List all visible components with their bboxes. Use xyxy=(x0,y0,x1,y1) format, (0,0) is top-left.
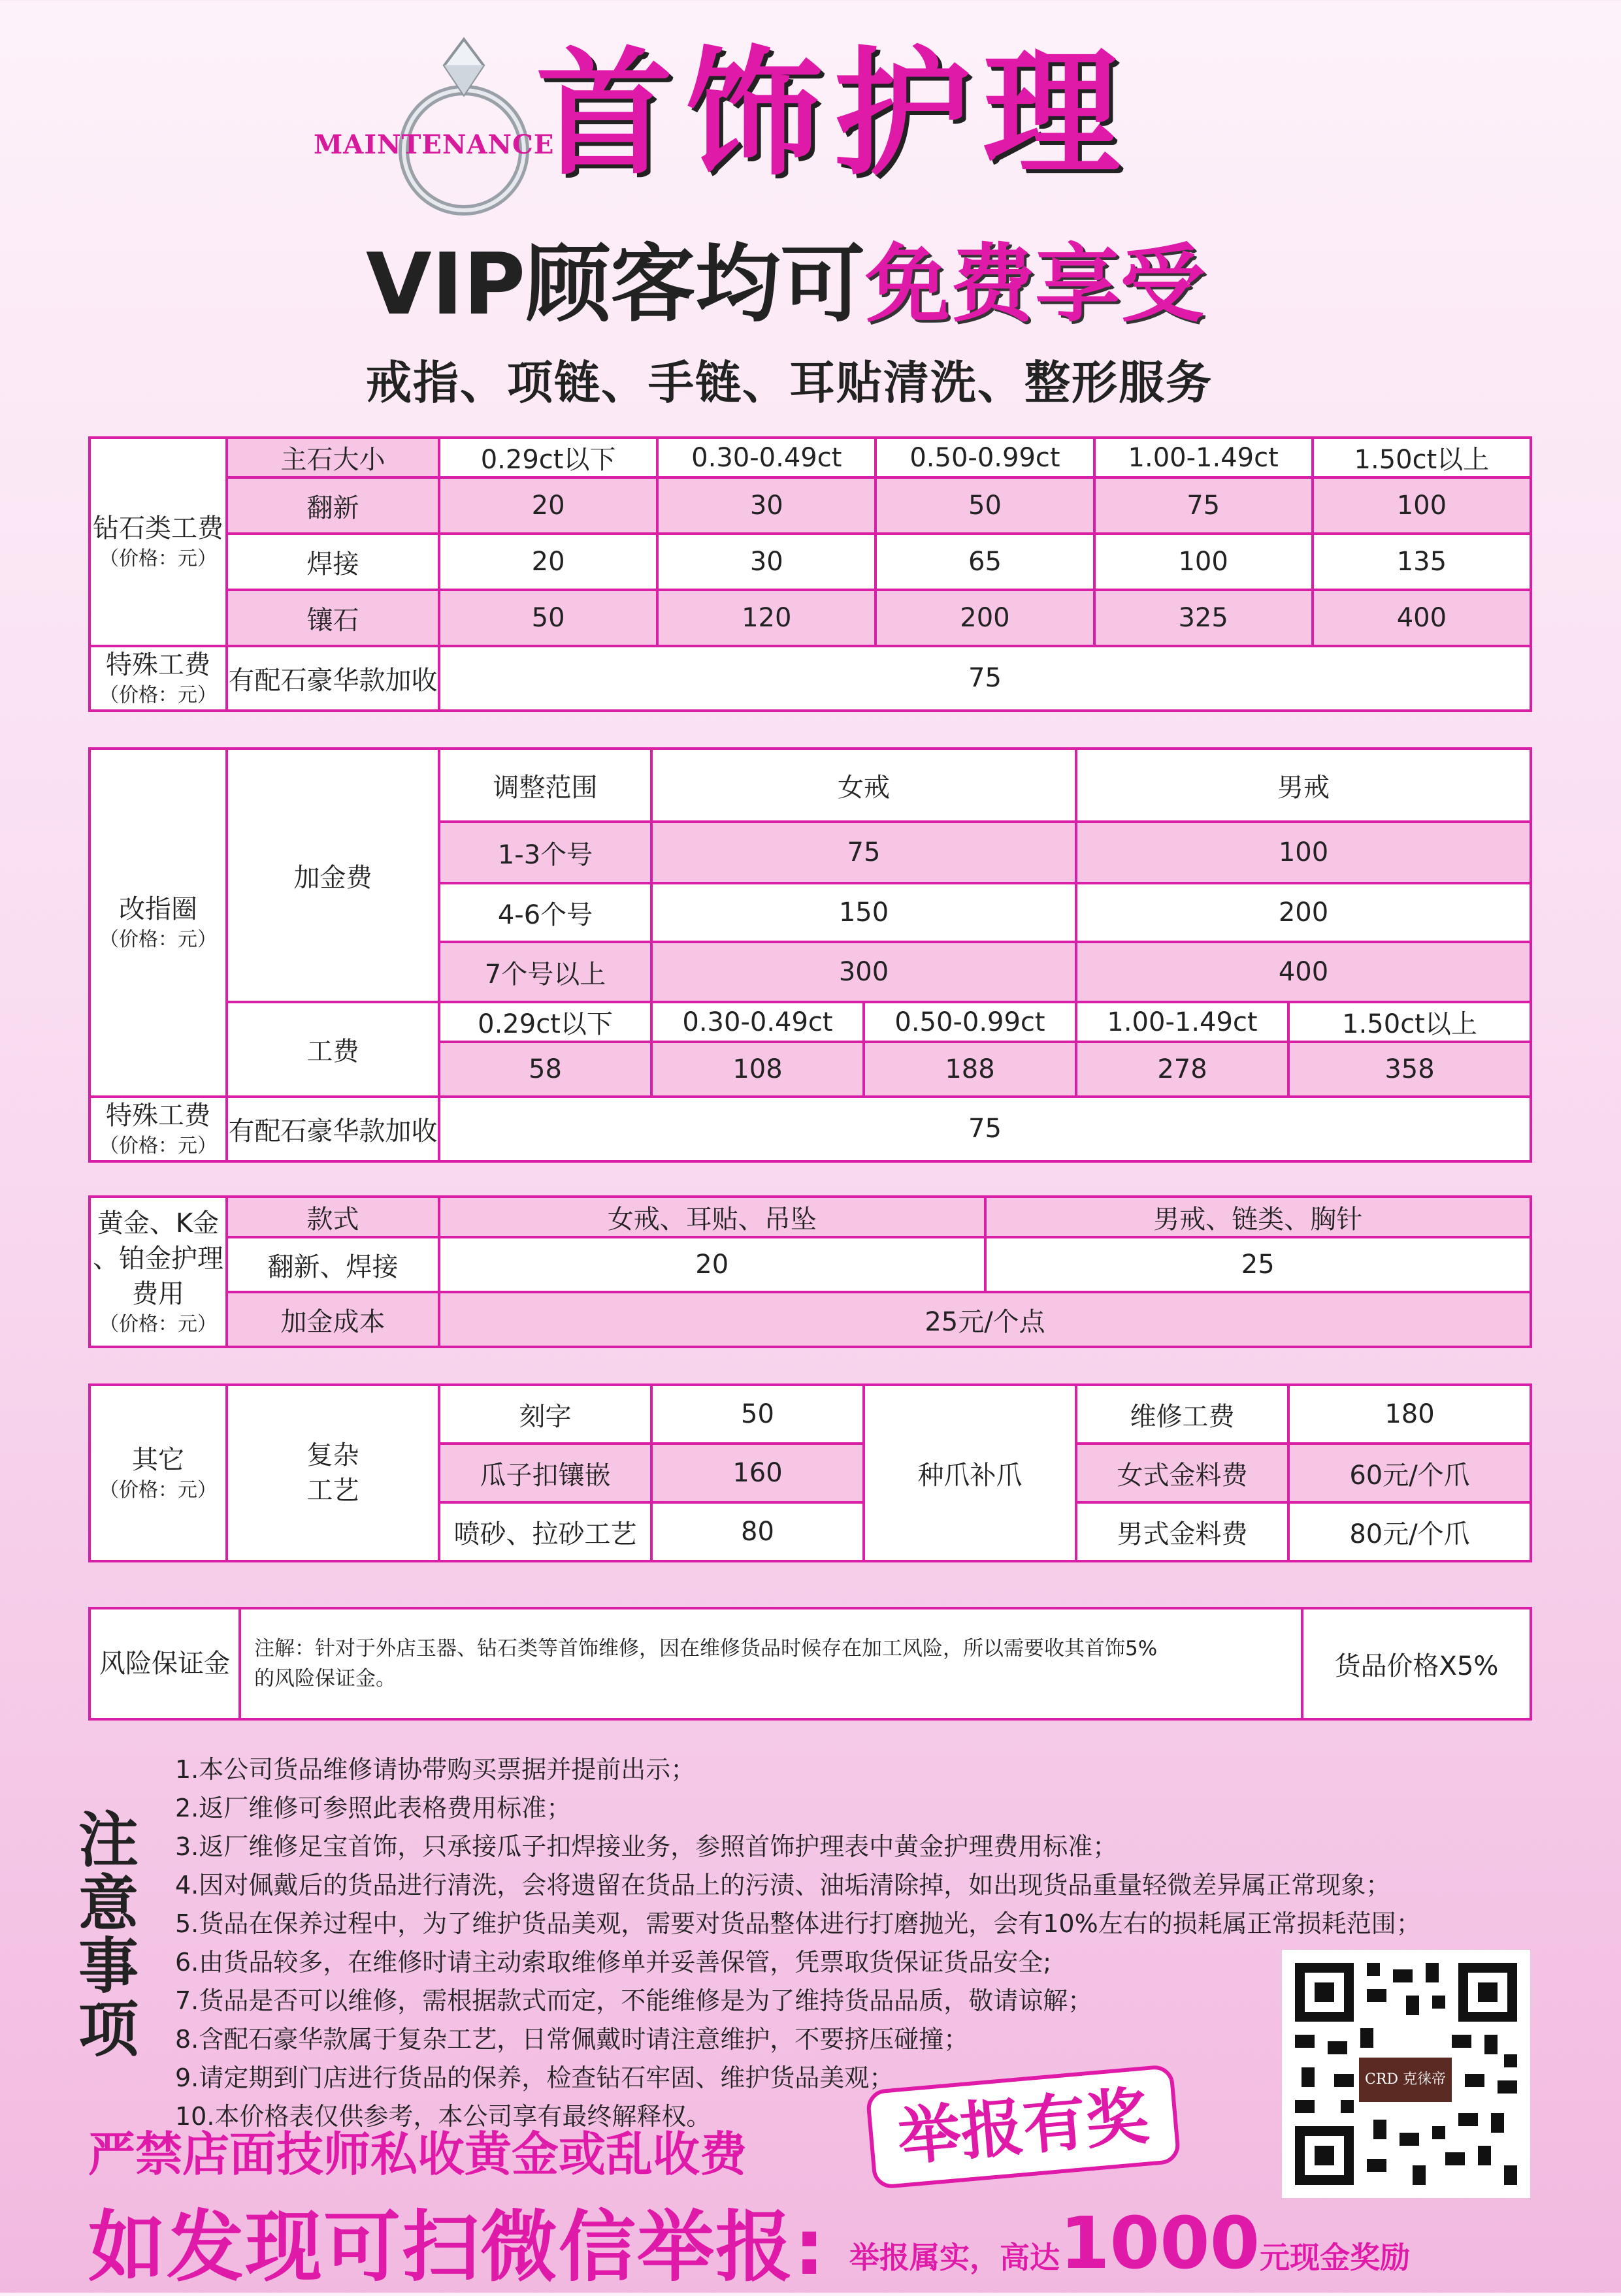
price-cell: 358 xyxy=(1288,1042,1531,1097)
report-banner: 如发现可扫微信举报: xyxy=(88,2202,827,2292)
row-label: 翻新 xyxy=(227,477,439,534)
item-name: 喷砂、拉砂工艺 xyxy=(439,1502,651,1561)
price-cell: 58 xyxy=(439,1042,651,1097)
reward-badge: 举报有奖 xyxy=(865,2064,1181,2190)
diamond-fee-panel xyxy=(88,436,1532,712)
subtitle xyxy=(366,234,1205,334)
list-item: 4.因对佩戴后的货品进行清洗，会将遗留在货品上的污渍、油垢清除掉，如出现货品重量轻微差异属正常现象； xyxy=(175,1871,1391,1900)
price-cell: 25 xyxy=(985,1237,1531,1292)
list-item: 2.返厂维修可参照此表格费用标准； xyxy=(175,1794,572,1822)
price-cell: 325 xyxy=(1094,590,1313,646)
list-item: 6.由货品较多，在维修时请主动索取维修单并妥善保管，凭票取货保证货品安全; xyxy=(175,1948,1052,1977)
labor-label: 工费 xyxy=(227,1002,439,1097)
row-label: 焊接 xyxy=(227,534,439,590)
notes-heading: 注 意 事 项 xyxy=(78,1805,139,2065)
special-value: 75 xyxy=(439,1097,1531,1161)
price-cell: 30 xyxy=(657,477,876,534)
special-name: 有配石豪华款加收 xyxy=(227,646,439,711)
list-item: 3.返厂维修足宝首饰，只承接瓜子扣焊接业务，参照首饰护理表中黄金护理费用标准； xyxy=(175,1832,1118,1861)
price-cell: 400 xyxy=(1076,942,1531,1002)
subtitle-highlight: 免费享受 xyxy=(865,234,1205,334)
cost-value: 25元/个点 xyxy=(439,1292,1531,1347)
list-item: 5.货品在保养过程中，为了维护货品美观，需要对货品整体进行打磨抛光，会有10%左右的损耗属正常损耗范围； xyxy=(175,1909,1421,1938)
gold-care-panel xyxy=(88,1195,1532,1348)
renew-label: 翻新、焊接 xyxy=(227,1237,439,1292)
other-fee-table xyxy=(88,1383,1532,1562)
price-cell: 100 xyxy=(1313,477,1531,534)
page-title: 首饰护理 xyxy=(536,34,1132,194)
price-cell: 20 xyxy=(439,1237,985,1292)
gold-care-table xyxy=(88,1195,1532,1348)
size-cell: 0.29ct以下 xyxy=(439,1002,651,1042)
risk-deposit-panel xyxy=(88,1607,1532,1721)
item-name: 刻字 xyxy=(439,1385,651,1444)
price-cell: 135 xyxy=(1313,534,1531,590)
notes-list xyxy=(175,1751,1421,2136)
gold-add-label: 加金费 xyxy=(227,749,439,1002)
price-cell: 65 xyxy=(876,534,1094,590)
size-cell: 1.00-1.49ct xyxy=(1076,1002,1288,1042)
price-cell: 20 xyxy=(439,477,657,534)
size-cell: 0.29ct以下 xyxy=(439,438,657,477)
brand-logo: CRD 克徕帝 xyxy=(1359,2058,1452,2102)
item-name: 女式金料费 xyxy=(1076,1444,1288,1502)
subtitle-main: VIP顾客均可 xyxy=(366,234,866,334)
style-a: 女戒、耳贴、吊坠 xyxy=(439,1197,985,1237)
warning-banner: 严禁店面技师私收黄金或乱收费 xyxy=(88,2127,747,2182)
price-cell: 108 xyxy=(651,1042,864,1097)
item-price: 180 xyxy=(1288,1385,1531,1444)
list-item: 8.含配石豪华款属于复杂工艺，日常佩戴时请注意维护，不要挤压碰撞； xyxy=(175,2025,969,2054)
style-b: 男戒、链类、胸针 xyxy=(985,1197,1531,1237)
other-fee-panel xyxy=(88,1383,1532,1562)
resize-label: 改指圈 （价格：元） xyxy=(90,749,227,1097)
price-cell: 278 xyxy=(1076,1042,1288,1097)
price-cell: 100 xyxy=(1076,822,1531,883)
size-cell: 0.50-0.99ct xyxy=(876,438,1094,477)
item-price: 80 xyxy=(651,1502,864,1561)
item-name: 维修工费 xyxy=(1076,1385,1288,1444)
logo-text: MAINTENANCE xyxy=(314,129,555,160)
risk-deposit-table xyxy=(88,1607,1532,1721)
size-cell: 1.50ct以上 xyxy=(1288,1002,1531,1042)
risk-note: 注解：针对于外店玉器、钻石类等首饰维修，因在维修货品时候存在加工风险，所以需要收其首饰5% 的风险保证金。 xyxy=(240,1608,1302,1719)
row-label: 镶石 xyxy=(227,590,439,646)
size-cell: 1.50ct以上 xyxy=(1313,438,1531,477)
size-cell: 1.00-1.49ct xyxy=(1094,438,1313,477)
special-name: 有配石豪华款加收 xyxy=(227,1097,439,1161)
list-item: 9.请定期到门店进行货品的保养，检查钻石牢固、维护货品美观； xyxy=(175,2063,894,2092)
female-header: 女戒 xyxy=(651,749,1076,822)
range-cell: 7个号以上 xyxy=(439,942,651,1002)
price-cell: 400 xyxy=(1313,590,1531,646)
price-cell: 75 xyxy=(1094,477,1313,534)
claw-label: 种爪补爪 xyxy=(864,1385,1076,1561)
list-item: 10.本价格表仅供参考，本公司享有最终解释权。 xyxy=(175,2102,712,2131)
price-cell: 100 xyxy=(1094,534,1313,590)
risk-value: 货品价格X5% xyxy=(1302,1608,1531,1719)
range-header: 调整范围 xyxy=(439,749,651,822)
header-cell: 主石大小 xyxy=(227,438,439,477)
item-name: 男式金料费 xyxy=(1076,1502,1288,1561)
list-item: 7.货品是否可以维修，需根据款式而定，不能维修是为了维持货品品质，敬请谅解； xyxy=(175,1986,1093,2015)
list-item: 1.本公司货品维修请协带购买票据并提前出示； xyxy=(175,1755,696,1784)
special-fee-label: 特殊工费 （价格：元） xyxy=(90,646,227,711)
item-price: 80元/个爪 xyxy=(1288,1502,1531,1561)
price-cell: 200 xyxy=(1076,883,1531,942)
range-cell: 1-3个号 xyxy=(439,822,651,883)
price-cell: 120 xyxy=(657,590,876,646)
reward-amount: 1000 xyxy=(1060,2201,1260,2285)
male-header: 男戒 xyxy=(1076,749,1531,822)
special-fee-label: 特殊工费 （价格：元） xyxy=(90,1097,227,1161)
size-cell: 0.30-0.49ct xyxy=(651,1002,864,1042)
size-cell: 0.30-0.49ct xyxy=(657,438,876,477)
special-value: 75 xyxy=(439,646,1531,711)
range-cell: 4-6个号 xyxy=(439,883,651,942)
other-label: 其它 （价格：元） xyxy=(90,1385,227,1561)
price-cell: 188 xyxy=(864,1042,1076,1097)
diamond-fee-table xyxy=(88,436,1532,712)
gold-label: 黄金、K金 、铂金护理 费用 （价格：元） xyxy=(90,1197,227,1347)
style-label: 款式 xyxy=(227,1197,439,1237)
price-cell: 200 xyxy=(876,590,1094,646)
reward-line xyxy=(849,2201,1410,2285)
cost-label: 加金成本 xyxy=(227,1292,439,1347)
risk-label: 风险保证金 xyxy=(90,1608,240,1719)
ring-icon xyxy=(392,26,536,222)
reward-prefix: 举报属实，高达 xyxy=(849,2240,1060,2275)
price-cell: 50 xyxy=(439,590,657,646)
item-price: 50 xyxy=(651,1385,864,1444)
reward-suffix: 元现金奖励 xyxy=(1260,2240,1411,2275)
price-cell: 50 xyxy=(876,477,1094,534)
item-price: 60元/个爪 xyxy=(1288,1444,1531,1502)
size-cell: 0.50-0.99ct xyxy=(864,1002,1076,1042)
item-price: 160 xyxy=(651,1444,864,1502)
complex-craft-label: 复杂 工艺 xyxy=(227,1385,439,1561)
price-cell: 20 xyxy=(439,534,657,590)
price-cell: 150 xyxy=(651,883,1076,942)
diamond-label: 钻石类工费 （价格：元） xyxy=(90,438,227,646)
resize-table xyxy=(88,747,1532,1163)
resize-panel xyxy=(88,747,1532,1163)
price-cell: 300 xyxy=(651,942,1076,1002)
price-cell: 30 xyxy=(657,534,876,590)
services-line: 戒指、项链、手链、耳贴清洗、整形服务 xyxy=(366,356,1213,410)
price-cell: 75 xyxy=(651,822,1076,883)
item-name: 瓜子扣镶嵌 xyxy=(439,1444,651,1502)
